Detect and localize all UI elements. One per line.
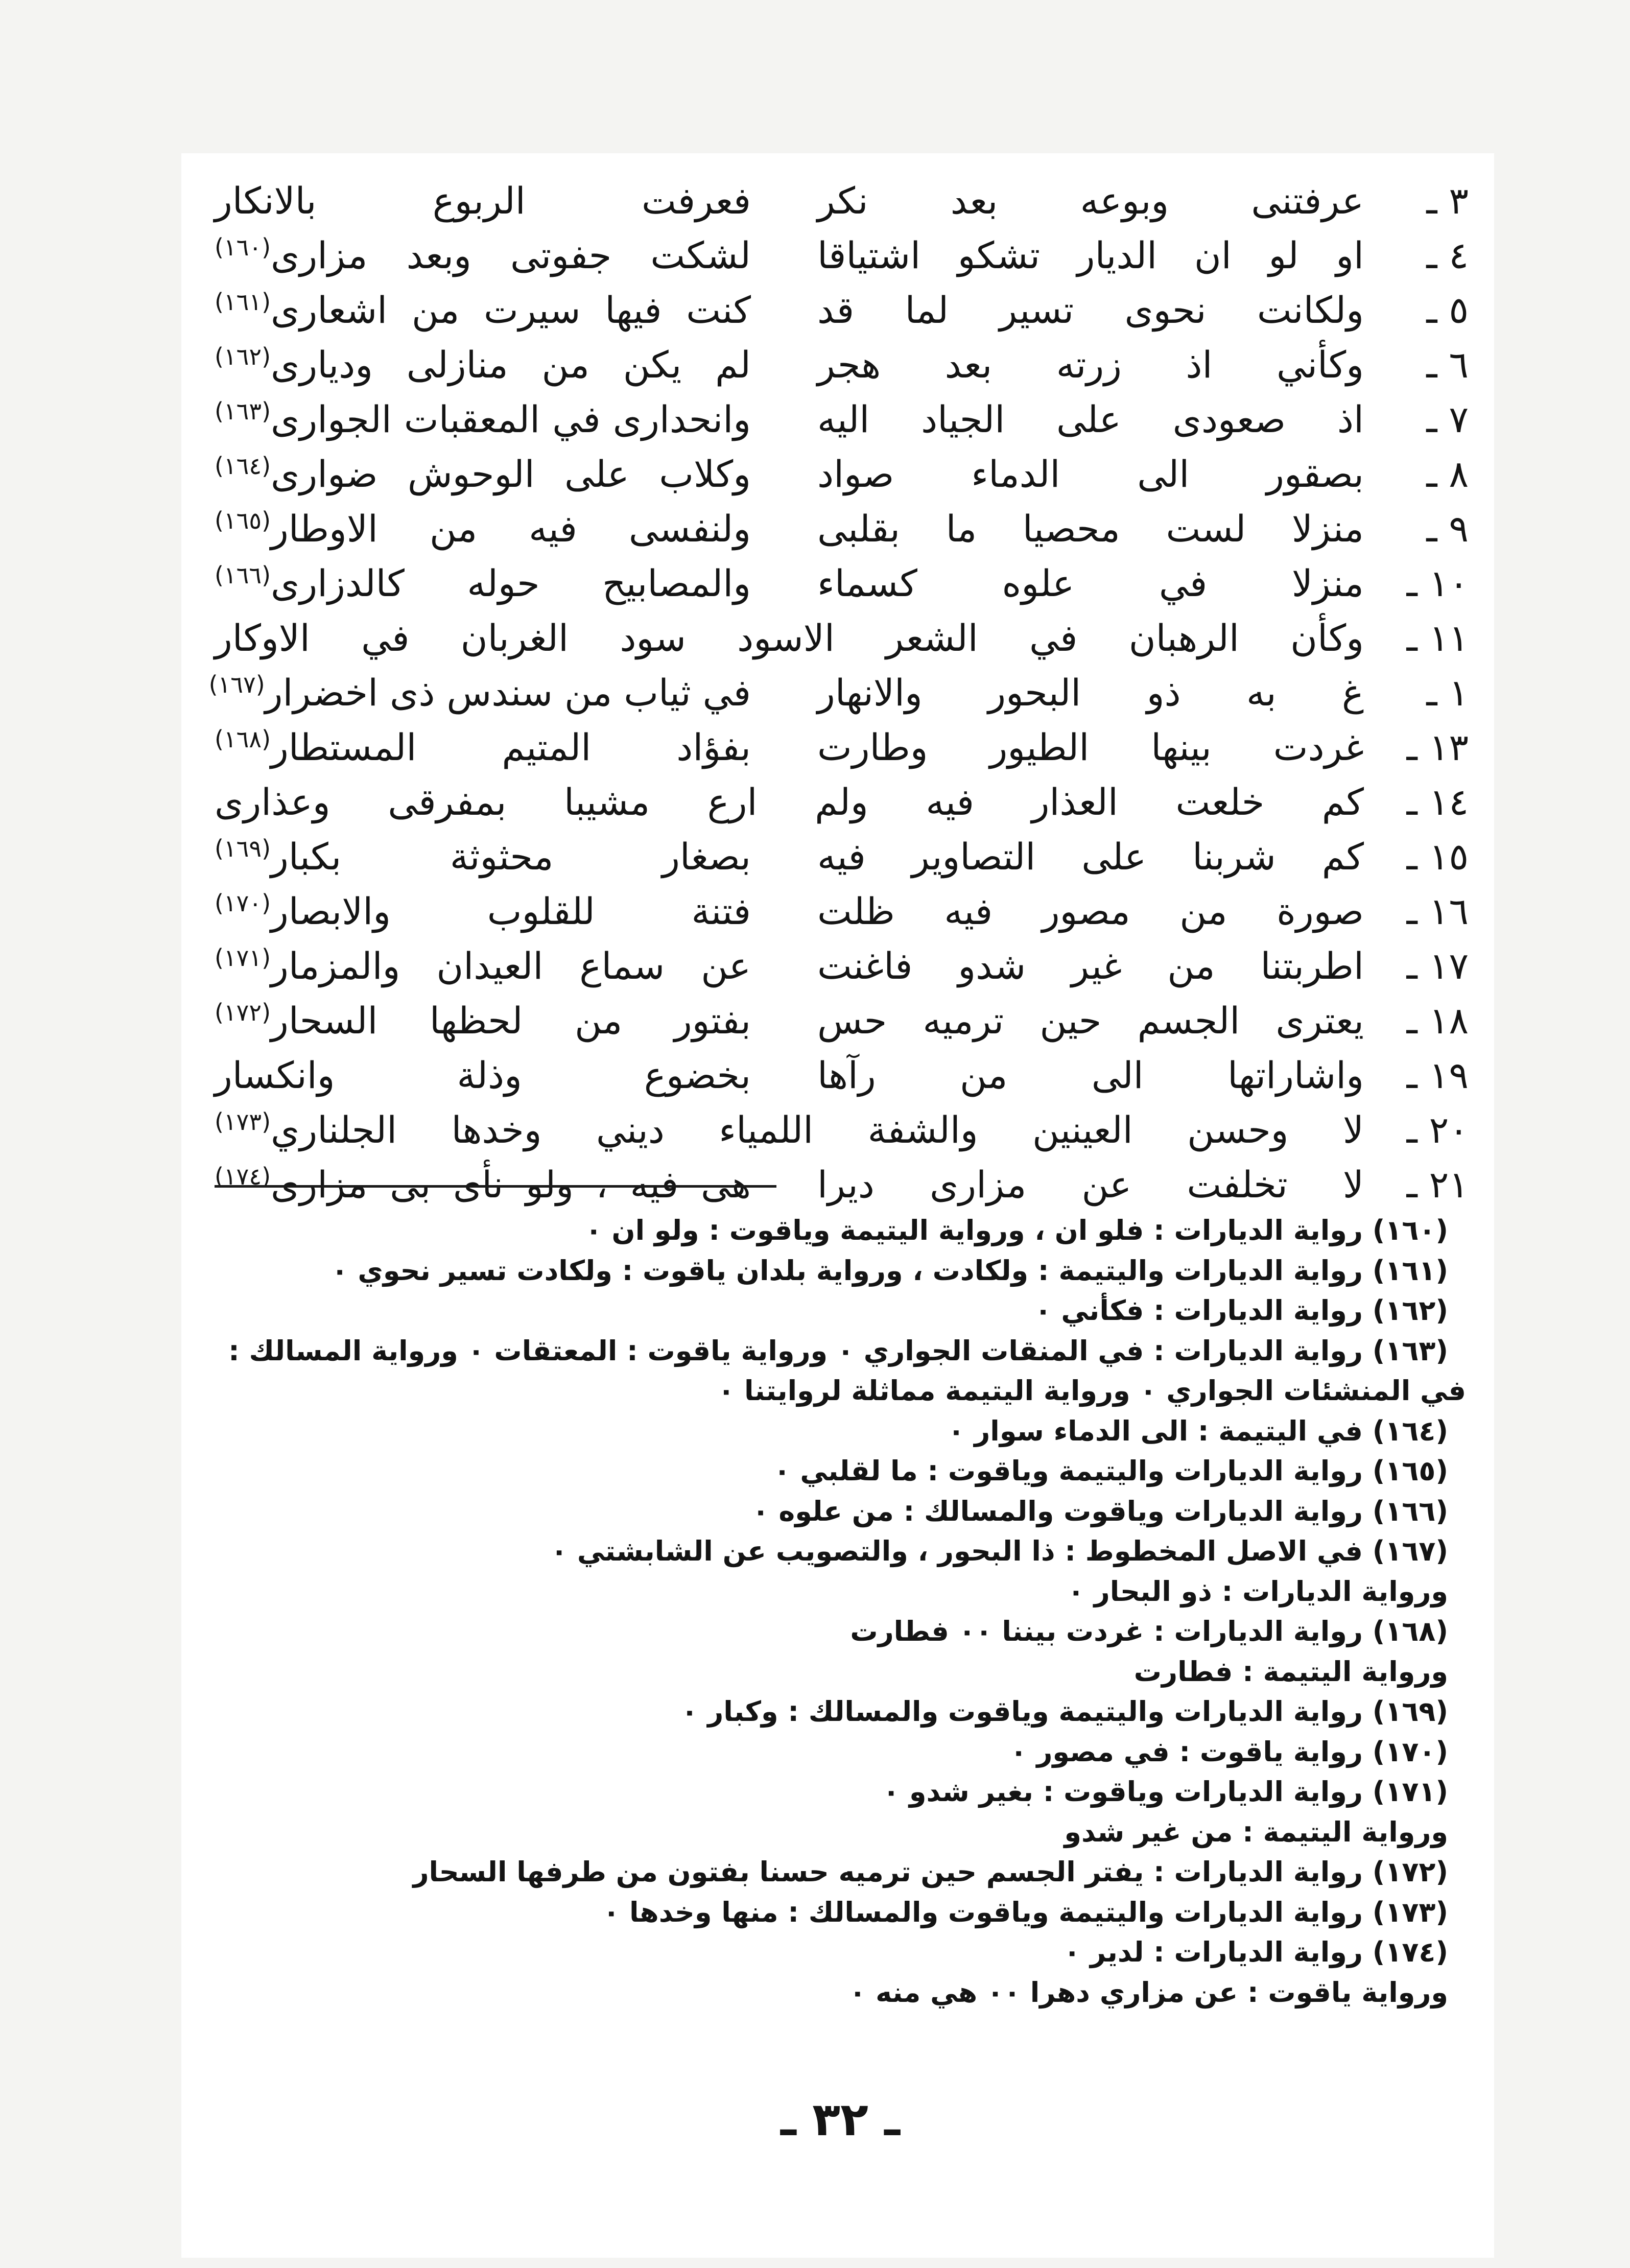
footnote-line: (١٦٧) في الاصل المخطوط : ذا البحور ، والتصويب عن الشابشتي ٠ [551,1535,1448,1567]
verse-line [212,174,1469,228]
footnote-ref: (١٧٠) [215,889,271,917]
verse-line [212,392,1469,447]
first-hemistich: او لو ان الديار تشكو اشتياقا [817,234,1364,277]
footnote-ref: (١٦٥) [215,507,271,534]
footnote-line: ورواية اليتيمة : فطارت [1133,1655,1448,1688]
footnote-ref: (١٦٨) [215,725,271,753]
second-hemistich: لشكت جفوتى وبعد مزارى$^{(١٦٠)}$ [215,233,751,277]
footnote-ref: (١٦٢) [215,343,271,370]
verse-number: ١٦ ـ [1406,890,1469,933]
verse-full-line: لا وحسن العينين والشفة اللمياء ديني وخدها الجلناري$^{(١٧٣)}$ [215,1108,1364,1151]
verse-line [212,994,1469,1048]
first-hemistich: اطربتنا من غير شدو فاغنت [817,944,1364,987]
footnote-line: (١٧٢) رواية الديارات : يفتر الجسم حين ترميه حسنا بفتون من طرفها السحار [413,1856,1448,1888]
verse-number: ٤ ـ [1426,234,1469,277]
page-number: ـ ٣٢ ـ [780,2093,901,2146]
verse-number: ٦ ـ [1426,343,1469,386]
verse-number: ١٧ ـ [1406,944,1469,987]
footnote-line: (١٦٥) رواية الديارات واليتيمة وياقوت : ما لقلبي ٠ [773,1455,1448,1487]
second-hemistich: لم يكن من منازلى وديارى$^{(١٦٢)}$ [215,343,751,386]
verse-line [212,830,1469,884]
footnote-line: (١٧١) رواية الديارات وياقوت : بغير شدو ٠ [883,1776,1448,1808]
footnote-line: (١٦٠) رواية الديارات : فلو ان ، ورواية اليتيمة وياقوت : ولو ان ٠ [585,1214,1448,1246]
first-hemistich: كم شربنا على التصاوير فيه [817,835,1364,878]
first-hemistich: غردت بينها الطيور وطارت [817,726,1364,769]
second-hemistich: بفؤاد المتيم المستطار$^{(١٦٨)}$ [215,725,751,769]
second-hemistich: ولنفسى فيه من الاوطار$^{(١٦٥)}$ [215,507,751,550]
verse-line [212,1103,1469,1157]
footnote-line: (١٦٢) رواية الديارات : فكأني ٠ [1034,1294,1448,1327]
footnotes [202,1211,1466,2013]
footnote-ref: (١٦٣) [215,397,271,425]
footnote-ref: (١٧٤) [215,1163,271,1190]
footnote-ref: (١٦١) [215,288,271,316]
second-hemistich: بخضوع وذلة وانكسار [215,1054,751,1097]
footnote-divider [215,1185,776,1188]
poem-verses [208,174,1469,1212]
first-hemistich: وكأني اذ زرته بعد هجر [817,343,1364,386]
footnote-line: (١٦٦) رواية الديارات وياقوت والمسالك : من علوه ٠ [752,1495,1448,1527]
book-page [181,153,1494,2258]
first-hemistich: عرفتنى وبوعه بعد نكر [817,179,1364,222]
verse-line [212,720,1469,775]
footnote-ref: (١٧١) [215,944,271,972]
footnote-ref: (١٧٢) [215,999,271,1026]
verse-line [212,939,1469,994]
second-hemistich: هى فيه ، ولو نأى بى مزارى$^{(١٧٤)}$ [215,1163,751,1206]
footnote-line: (١٧٠) رواية ياقوت : في مصور ٠ [1010,1735,1448,1768]
verse-number: ١ ـ [1426,671,1469,714]
footnote-line: ورواية اليتيمة : من غير شدو [1064,1815,1448,1848]
second-hemistich: بفتور من لحظها السحار$^{(١٧٢)}$ [215,999,751,1042]
verse-number: ٨ ـ [1426,453,1469,495]
footnote-line: ورواية الديارات : ذو البحار ٠ [1067,1575,1448,1608]
verse-number: ١٤ ـ [1406,781,1469,823]
verse-line [212,1048,1469,1103]
footnote-line: (١٦٨) رواية الديارات : غردت بيننا ٠٠ فطارت [850,1615,1448,1647]
second-hemistich: في ثياب من سندس ذى اخضرار$^{(١٦٧)}$ [208,671,751,714]
verse-number: ١٠ ـ [1406,562,1469,605]
footnote-ref: (١٦٠) [215,233,271,261]
first-hemistich: لا تخلفت عن مزارى ديرا [817,1163,1364,1206]
verse-number: ١٥ ـ [1406,835,1469,878]
footnote-line: (١٦٩) رواية الديارات واليتيمة وياقوت والمسالك : وكبار ٠ [681,1695,1448,1728]
first-hemistich: صورة من مصور فيه ظلت [817,890,1364,933]
verse-number: ١١ ـ [1406,617,1469,659]
first-hemistich: منزلا في علوه كسماء [817,562,1364,605]
verse-line [212,447,1469,502]
footnote-line: في المنشئات الجواري ٠ ورواية اليتيمة مماثلة لروايتنا ٠ [718,1375,1466,1407]
verse-line [212,228,1469,283]
second-hemistich: فتنة للقلوب والابصار$^{(١٧٠)}$ [215,889,751,933]
verse-number: ١٩ ـ [1406,1054,1469,1097]
verse-full-line: وكأن الرهبان في الشعر الاسود سود الغربان في الاوكار [215,617,1364,659]
first-hemistich: اذ صعودى على الجياد اليه [817,398,1364,441]
footnote-line: (١٦١) رواية الديارات واليتيمة : ولكادت ، ورواية بلدان ياقوت : ولكادت تسير نحوي ٠ [331,1254,1448,1287]
second-hemistich: وانحدارى في المعقبات الجوارى$^{(١٦٣)}$ [215,397,751,441]
verse-line [212,283,1469,338]
footnote-ref: (١٦٦) [215,561,271,589]
verse-number: ٣ ـ [1426,179,1469,222]
footnote-ref: (١٦٤) [215,452,271,480]
footnote-line: (١٧٣) رواية الديارات واليتيمة وياقوت والمسالك : منها وخدها ٠ [603,1896,1448,1928]
footnote-ref: (١٦٩) [215,835,271,862]
footnote-ref: (١٧٣) [215,1108,271,1136]
footnote-ref: (١٦٧) [208,671,265,698]
verse-line [208,666,1469,720]
second-hemistich: عن سماع العيدان والمزمار$^{(١٧١)}$ [215,944,751,987]
verse-full-line: كم خلعت العذار فيه ولم ارع مشيبا بمفرقى وعذارى [215,781,1364,823]
verse-line [212,556,1469,611]
first-hemistich: غ به ذو البحور والانهار [817,671,1364,714]
footnote-line: ورواية ياقوت : عن مزاري دهرا ٠٠ هي منه ٠ [849,1976,1448,2009]
verse-line [212,775,1469,830]
verse-number: ١٣ ـ [1406,726,1469,769]
verse-number: ٥ ـ [1426,289,1469,332]
verse-line [212,338,1469,392]
second-hemistich: فعرفت الربوع بالانكار [215,179,751,222]
first-hemistich: يعترى الجسم حين ترميه حس [817,999,1364,1042]
footnote-line: (١٧٤) رواية الديارات : لدير ٠ [1064,1936,1448,1968]
verse-line [212,884,1469,939]
footnote-line: (١٦٣) رواية الديارات : في المنقات الجواري ٠ ورواية ياقوت : المعتقات ٠ ورواية المسالك : [228,1334,1448,1367]
second-hemistich: بصغار محثوثة بكبار$^{(١٦٩)}$ [215,835,751,878]
verse-line [212,611,1469,666]
second-hemistich: وكلاب على الوحوش ضوارى$^{(١٦٤)}$ [215,452,751,495]
second-hemistich: والمصابيح حوله كالدزارى$^{(١٦٦)}$ [215,561,751,605]
verse-number: ٧ ـ [1426,398,1469,441]
verse-number: ١٨ ـ [1406,999,1469,1042]
verse-number: ٩ ـ [1426,507,1469,550]
first-hemistich: منزلا لست محصيا ما بقلبى [817,507,1364,550]
verse-line [212,502,1469,556]
footnote-line: (١٦٤) في اليتيمة : الى الدماء سوار ٠ [948,1414,1448,1447]
verse-number: ٢٠ ـ [1406,1108,1469,1151]
verse-number: ٢١ ـ [1406,1163,1469,1206]
second-hemistich: كنت فيها سيرت من اشعارى$^{(١٦١)}$ [215,288,751,332]
first-hemistich: بصقور الى الدماء صواد [817,453,1364,495]
first-hemistich: واشاراتها الى من رآها [817,1054,1364,1097]
first-hemistich: ولكانت نحوى تسير لما قد [817,289,1364,332]
